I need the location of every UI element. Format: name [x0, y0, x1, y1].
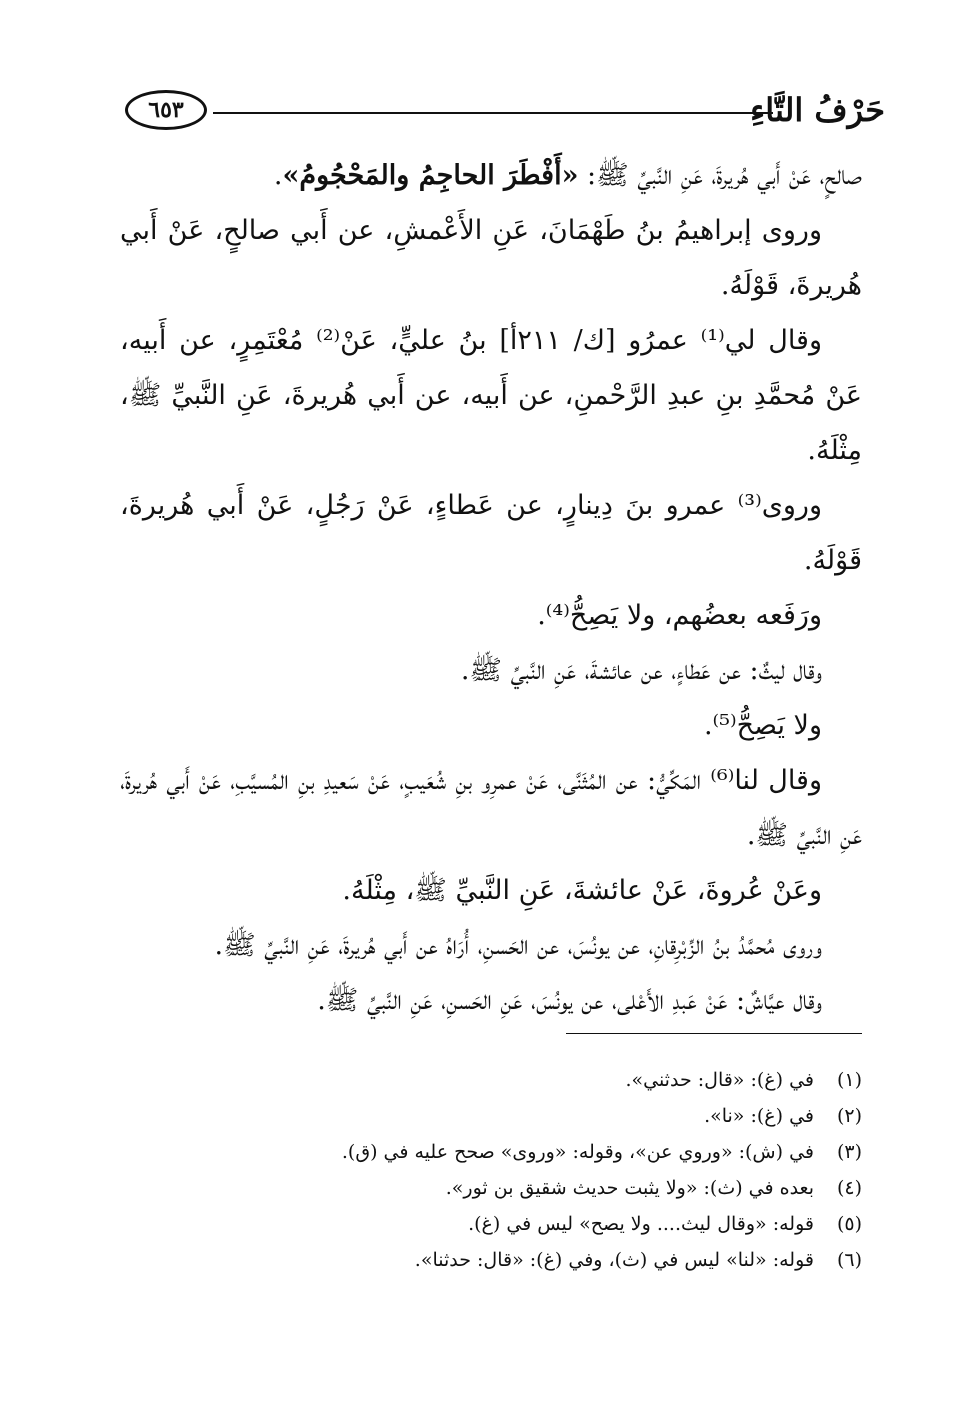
paragraph-3: وقال لي⁽¹⁾ عمرُو [ك/ ٢١١أ] بنُ عليٍّ، عَنْ⁽²⁾ مُعْتَمِرٍ، عن أَبيه، عَنْ مُحمَّدِ بنِ عبدِ الرَّحْمنِ، عن أَبيه، عن أَبي هُريرةَ، عَنِ النَّبيِّ ﷺ، مِثْلَهُ. — [120, 325, 862, 466]
paragraph-7: ولا يَصِحُّ⁽⁵⁾. — [703, 710, 822, 741]
paragraph-10: وروى مُحمَّدُ بنُ الزِّبْرِقانِ، عن يونُسَ، عن الحَسنِ، أُرَاهُ عن أَبي هُريرةَ، عَنِ النَّبيِّ ﷺ. — [214, 930, 822, 961]
footnote-text: قوله: «لنا» ليس في (ث)، وفي (غ): «قال: حدثنا». — [414, 1249, 814, 1271]
footnote-text: في (غ): «قال: حدثني». — [625, 1069, 814, 1091]
footnote-number: (٤) — [836, 1177, 862, 1199]
footnote-number: (٣) — [836, 1141, 862, 1163]
paragraph-1 — [120, 148, 862, 203]
footnote-number: (٦) — [836, 1249, 862, 1271]
footnotes — [120, 1062, 862, 1278]
footnote-1 — [120, 1062, 862, 1098]
footnote-number: (١) — [836, 1069, 862, 1091]
hadith-text: «أَفْطَرَ الحاجِمُ والمَحْجُومُ» — [282, 160, 579, 191]
paragraph-2: وروى إبراهيمُ بنُ طَهْمَانَ، عَنِ الأَعْمشِ، عن أَبي صالحٍ، عَنْ أَبي هُريرةَ، قَوْلَهُ. — [120, 215, 862, 301]
footnote-3 — [120, 1134, 862, 1170]
footnote-text: في (ش): «وروي عن»، وقوله: «وروى» صحح عليه في (ق). — [341, 1141, 814, 1163]
main-text — [120, 148, 862, 1028]
footnote-number: (٥) — [836, 1213, 862, 1235]
footnote-4 — [120, 1170, 862, 1206]
paragraph-4: وروى⁽³⁾ عمرو بنَ دِينارٍ، عن عَطاءٍ، عَنْ رَجُلٍ، عَنْ أَبي هُريرةَ، قَوْلَهُ. — [120, 490, 862, 576]
footnote-5 — [120, 1206, 862, 1242]
footnote-2 — [120, 1098, 862, 1134]
running-title: حَرْفُ التَّاءِ — [750, 91, 885, 129]
paragraph-11: وقال عيَّاشٌ: عَنْ عَبدِ الأَعْلى، عن يونُسَ، عَنِ الحَسنِ، عَنِ النَّبيِّ ﷺ. — [317, 985, 822, 1016]
footnote-6 — [120, 1242, 862, 1278]
header-rule — [213, 112, 773, 114]
paragraph-9: وعَنْ عُروةَ، عَنْ عائشةَ، عَنِ النَّبيِّ ﷺ، مِثْلَهُ. — [342, 875, 822, 906]
paragraph-1-chain: صالحٍ، عَنْ أَبي هُريرةَ، عَنِ النَّبيِّ ﷺ: — [578, 160, 862, 191]
paragraph-6: وقال ليثٌ: عن عَطاءٍ، عن عائشةَ، عَنِ النَّبيِّ ﷺ. — [460, 655, 822, 686]
page-header — [125, 88, 885, 136]
footnote-number: (٢) — [836, 1105, 862, 1127]
paragraph-8: وقال لنا⁽⁶⁾ المَكِّيُّ: عن المُثَنَّى، عَنْ عمرِو بنِ شُعَيبٍ، عَنْ سَعيدِ بنِ المُسيَّبِ، عَنْ أَبي هُريرةَ، عَنِ النَّبيِّ ﷺ. — [120, 765, 862, 851]
footnote-separator — [566, 1033, 862, 1034]
footnote-text: في (غ): «نا». — [704, 1105, 814, 1127]
paragraph-5: ورَفَعه بعضُهم، ولا يَصِحُّ⁽⁴⁾. — [537, 600, 822, 631]
page-number: ٦٥٣ — [125, 90, 207, 130]
footnote-text: بعده في (ث): «ولا يثبت حديث شقيق بن ثور». — [445, 1177, 814, 1199]
footnote-text: قوله: «وقال ليث.... ولا يصح» ليس في (غ). — [468, 1213, 814, 1235]
paragraph-1-end: . — [273, 160, 283, 191]
